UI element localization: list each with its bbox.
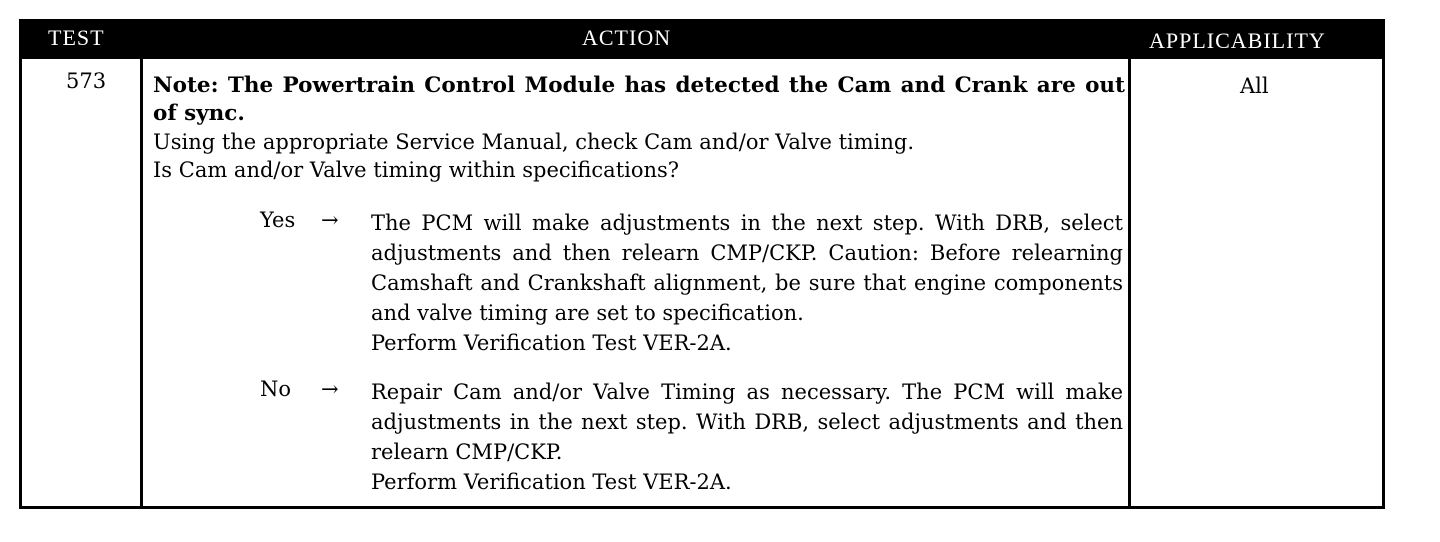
applicability-value: All xyxy=(1240,74,1269,98)
column-divider-test xyxy=(140,59,143,506)
yes-arrow-icon: → xyxy=(321,208,339,232)
no-arrow-icon: → xyxy=(321,377,339,401)
no-result xyxy=(371,377,1123,497)
question-text: Is Cam and/or Valve timing within specifications? xyxy=(153,158,680,182)
instruction-text: Using the appropriate Service Manual, check Cam and/or Valve timing. xyxy=(153,130,915,154)
header-applicability: APPLICABILITY xyxy=(1149,28,1326,53)
header-action: ACTION xyxy=(582,25,672,50)
header-test: TEST xyxy=(48,25,105,50)
action-cell xyxy=(153,72,1125,184)
yes-result-text: The PCM will make adjustments in the next step. With DRB, select adjustments and then relearn CMP/CKP. Caution: Before relearning Camshaft and Crankshaft alignment, be sure that engine components and valve timing are set to specification. xyxy=(371,211,1123,325)
yes-label: Yes xyxy=(260,208,296,232)
yes-perform-text: Perform Verification Test VER-2A. xyxy=(371,331,732,355)
yes-result xyxy=(371,208,1123,358)
diagnostic-test-table xyxy=(19,19,1385,509)
no-perform-text: Perform Verification Test VER-2A. xyxy=(371,470,732,494)
no-result-text: Repair Cam and/or Valve Timing as necessary. The PCM will make adjustments in the next step. With DRB, select adjustments and then relearn CMP/CKP. xyxy=(371,380,1123,464)
note-text: Note: The Powertrain Control Module has detected the Cam and Crank are out of sync. xyxy=(153,73,1125,126)
test-number: 573 xyxy=(66,69,107,93)
no-label: No xyxy=(260,377,292,401)
table-header xyxy=(22,22,1382,59)
column-divider-applicability xyxy=(1128,59,1131,506)
